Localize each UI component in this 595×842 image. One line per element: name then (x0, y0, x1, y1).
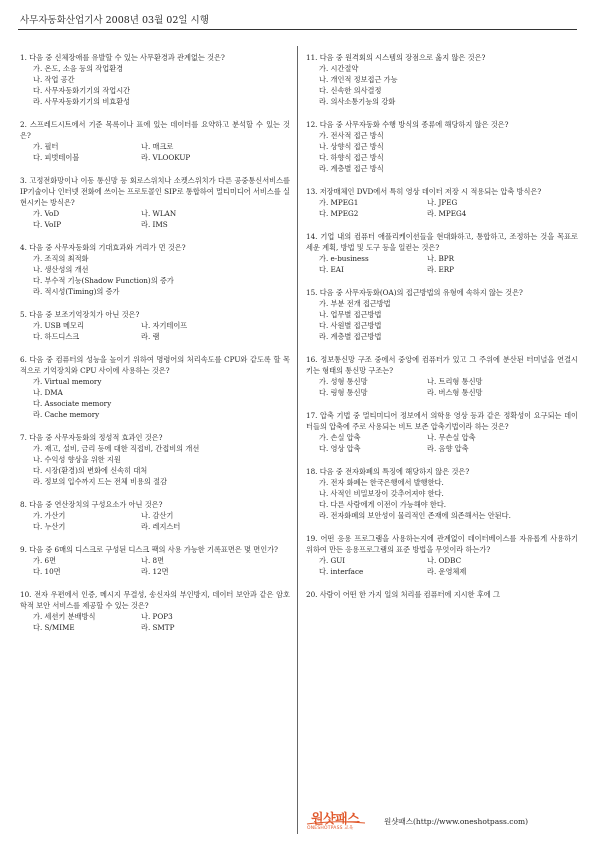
answer-option: 나. 매크로 (141, 142, 174, 151)
question-text: 2. 스프레드시트에서 기준 목록이나 표에 있는 데이터를 요약하고 분석할 수 있는 것은? (20, 120, 290, 140)
footer-site-url: 원샷패스(http://www.oneshotpass.com) (384, 817, 528, 826)
question-item (20, 354, 290, 420)
answer-option: 나. 작업 공간 (33, 75, 75, 84)
answer-option: 다. 사원별 접근방법 (319, 321, 382, 330)
answer-option: 가. Virtual memory (33, 377, 102, 386)
answer-option: 다. 누산기 (33, 522, 66, 531)
answer-option-row (306, 197, 578, 208)
answer-option-row (306, 253, 578, 264)
question-text: 7. 다음 중 사무자동화의 정성적 효과인 것은? (20, 433, 163, 442)
answer-option: 다. 10면 (33, 567, 61, 576)
question-text: 3. 고정전화망이나 이동 통신망 등 회로스위치나 소켓스위치가 다른 공중통신서비스를 IP기술이나 인터넷 전화에 쓰이는 프로토콜인 SIP로 통합하여 멀티미디어 서비스를 실현시키는 방식은? (20, 176, 290, 207)
question-text: 15. 다음 중 사무자동화(OA)의 접근방법의 유형에 속하지 않는 것은? (306, 288, 523, 297)
question-item (306, 186, 578, 219)
answer-option-row (20, 510, 290, 521)
question-item (306, 287, 578, 342)
answer-option: 나. ODBC (427, 556, 462, 565)
answer-option: 라. ERP (427, 265, 455, 274)
answer-option: 다. EAI (319, 265, 344, 274)
header-rule (18, 29, 577, 30)
answer-option: 나. POP3 (141, 612, 173, 621)
question-item (20, 242, 290, 297)
question-text: 12. 다음 중 사무자동화 수행 방식의 종류에 해당하지 않은 것은? (306, 120, 509, 129)
answer-option: 나. 생산성의 개선 (33, 265, 89, 274)
answer-option: 다. 영상 압축 (319, 444, 361, 453)
answer-option: 가. 6면 (33, 556, 57, 565)
question-text: 14. 기업 내의 컴퓨터 애플리케이션들을 현대화하고, 통합하고, 조정하는 것을 목표로 세운 계획, 방법 및 도구 등을 일컫는 것은? (306, 232, 578, 252)
question-item (306, 52, 578, 107)
answer-option: 나. 상향식 접근 방식 (319, 142, 384, 151)
question-text: 1. 다음 중 신체장애를 유발할 수 있는 사무환경과 관계없는 것은? (20, 53, 225, 62)
question-text: 9. 다음 중 6매의 디스크로 구성된 디스크 팩의 사용 가능한 기록표면은 몇 면인가? (20, 545, 278, 554)
answer-option: 가. GUI (319, 556, 346, 565)
answer-option: 나. BPR (427, 254, 455, 263)
answer-option: 다. 하드디스크 (33, 332, 80, 341)
answer-option-row (306, 555, 578, 566)
logo-text: 원샷패스 (311, 812, 360, 827)
question-item (20, 175, 290, 230)
question-text: 17. 압축 기법 중 멀티미디어 정보에서 의학용 영상 등과 같은 정확성이 요구되는 데이터들의 압축에 주로 사용되는 비트 보존 압축기법이라 하는 것은? (306, 411, 578, 431)
answer-option-row (20, 208, 290, 219)
logo-subtext: ONESHOTPASS 교육 (307, 826, 354, 831)
answer-option: 다. 피벗테이블 (33, 153, 80, 162)
question-item (20, 119, 290, 163)
answer-option: 나. 트리형 통신망 (427, 377, 483, 386)
question-text: 5. 다음 중 보조기억장치가 아닌 것은? (20, 310, 140, 319)
answer-option-row (20, 331, 290, 342)
question-item (306, 589, 578, 600)
question-item (20, 52, 290, 107)
question-text: 16. 정보통신망 구조 중에서 중앙에 컴퓨터가 있고 그 주위에 분산된 터미널을 연결시키는 형태의 통신망 구조는? (306, 355, 578, 375)
page-header-title: 사무자동화산업기사 2008년 03월 02일 시행 (20, 15, 209, 26)
answer-option: 가. 세션키 분배방식 (33, 612, 96, 621)
question-item (20, 432, 290, 487)
answer-option: 라. 계층별 접근방법 (319, 332, 382, 341)
answer-option: 라. 램 (141, 332, 160, 341)
answer-option: 나. 감산기 (141, 511, 174, 520)
question-item (20, 309, 290, 342)
answer-option: 다. 신속한 의사결정 (319, 86, 382, 95)
answer-option: 가. e-business (319, 254, 369, 263)
answer-option: 가. 가산기 (33, 511, 66, 520)
answer-option: 나. 사적인 비밀보장이 갖추어져야 한다. (319, 489, 444, 498)
question-item (306, 354, 578, 398)
answer-option: 다. 다른 사람에게 이전이 가능해야 한다. (319, 500, 447, 509)
oneshotpass-logo (305, 806, 367, 836)
answer-option-row (306, 566, 578, 577)
answer-option: 라. 12면 (141, 567, 169, 576)
answer-option: 다. Associate memory (33, 399, 112, 408)
answer-option: 나. JPEG (427, 198, 458, 207)
answer-option: 라. 음향 압축 (427, 444, 469, 453)
answer-option: 나. 자기테이프 (141, 321, 188, 330)
answer-option: 다. 하향식 접근 방식 (319, 153, 384, 162)
answer-option: 가. 온도, 소음 등의 작업환경 (33, 64, 124, 73)
question-item (306, 119, 578, 174)
answer-option: 가. VoD (33, 209, 60, 218)
answer-option: 다. 시장(환경)의 변화에 신속히 대처 (33, 466, 148, 475)
answer-option: 다. MPEG2 (319, 209, 359, 218)
answer-option: 가. 성형 통신망 (319, 377, 368, 386)
question-text: 4. 다음 중 사무자동화의 기대효과와 거리가 먼 것은? (20, 243, 186, 252)
answer-option: 가. USB 메모리 (33, 321, 84, 330)
answer-option: 라. 적시성(Timing)의 증가 (33, 287, 120, 296)
answer-option: 다. 링형 통신망 (319, 388, 368, 397)
question-text: 13. 저장매체인 DVD에서 특히 영상 데이터 저장 시 적용되는 압축 방식은? (306, 187, 542, 196)
question-text: 6. 다음 중 컴퓨터의 성능을 높이기 위하여 명령어의 처리속도를 CPU와 같도록 할 목적으로 기억장치와 CPU 사이에 사용하는 것은? (20, 355, 290, 375)
answer-option: 라. 운영체제 (427, 567, 467, 576)
answer-option: 라. 정보의 입수까지 드는 전체 비용의 절감 (33, 477, 168, 486)
question-item (306, 466, 578, 521)
answer-option: 가. 부분 전개 접근방법 (319, 299, 391, 308)
answer-option-row (306, 443, 578, 454)
answer-option: 가. 재고, 설비, 금리 등에 대한 직접비, 간접비의 개선 (33, 444, 200, 453)
question-item (20, 499, 290, 532)
answer-option: 가. MPEG1 (319, 198, 359, 207)
answer-option: 라. VLOOKUP (141, 153, 191, 162)
answer-option: 다. 사무자동화기기의 작업시간 (33, 86, 131, 95)
left-column (20, 52, 290, 645)
question-text: 18. 다음 중 전자화폐의 특징에 해당하지 않은 것은? (306, 467, 470, 476)
question-item (20, 544, 290, 577)
answer-option-row (20, 521, 290, 532)
answer-option-row (20, 611, 290, 622)
answer-option: 가. 전자 화폐는 한국은행에서 발행한다. (319, 478, 444, 487)
answer-option: 가. 손실 압축 (319, 433, 361, 442)
answer-option: 라. 전자화폐의 보안성이 물리적인 존재에 의존해서는 안된다. (319, 511, 511, 520)
answer-option: 라. 레지스터 (141, 522, 181, 531)
question-item (306, 410, 578, 454)
question-item (20, 589, 290, 633)
answer-option-row (20, 320, 290, 331)
answer-option: 라. 버스형 통신망 (427, 388, 483, 397)
answer-option: 라. MPEG4 (427, 209, 467, 218)
answer-option: 나. 업무별 접근방법 (319, 310, 382, 319)
question-text: 8. 다음 중 연산장치의 구성요소가 아닌 것은? (20, 500, 163, 509)
answer-option: 가. 시간절약 (319, 64, 359, 73)
answer-option: 가. 전사적 접근 방식 (319, 131, 384, 140)
answer-option-row (20, 219, 290, 230)
answer-option: 라. IMS (141, 220, 168, 229)
answer-option-row (20, 152, 290, 163)
answer-option: 가. 조직의 최적화 (33, 254, 89, 263)
answer-option: 다. S/MIME (33, 623, 75, 632)
answer-option: 나. WLAN (141, 209, 177, 218)
answer-option: 다. VoIP (33, 220, 62, 229)
answer-option-row (306, 432, 578, 443)
answer-option: 나. 8면 (141, 556, 165, 565)
question-item (306, 231, 578, 275)
answer-option-row (306, 208, 578, 219)
answer-option: 라. 의사소통기능의 강화 (319, 97, 396, 106)
answer-option: 나. 수익성 향상을 위한 지원 (33, 455, 121, 464)
answer-option-row (20, 622, 290, 633)
answer-option: 나. 무손실 압축 (427, 433, 476, 442)
answer-option: 라. 사무자동화기기의 비효환성 (33, 97, 131, 106)
answer-option: 가. 필터 (33, 142, 59, 151)
answer-option: 나. 개인적 정보접근 가능 (319, 75, 398, 84)
question-text: 10. 전자 우편에서 인증, 메시지 무결성, 송신자의 부인방지, 데이터 보안과 같은 암호학적 보안 서비스를 제공할 수 있는 것은? (20, 590, 290, 610)
answer-option: 라. SMTP (141, 623, 175, 632)
answer-option: 라. 계층별 접근 방식 (319, 164, 384, 173)
question-text: 20. 사람이 어떤 한 가지 일의 처리를 컴퓨터에 지시한 후에 그 (306, 590, 500, 599)
answer-option-row (20, 555, 290, 566)
answer-option-row (20, 566, 290, 577)
answer-option: 나. DMA (33, 388, 63, 397)
answer-option-row (306, 376, 578, 387)
answer-option-row (306, 387, 578, 398)
answer-option-row (20, 141, 290, 152)
question-text: 11. 다음 중 원격회의 시스템의 장점으로 옳지 않은 것은? (306, 53, 486, 62)
answer-option: 다. 부수적 기능(Shadow Function)의 증가 (33, 276, 174, 285)
question-item (306, 533, 578, 577)
question-text: 19. 어떤 응용 프로그램을 사용하는지에 관계없이 데이터베이스를 자유롭게 사용하기 위하여 만든 응용프로그램의 표준 방법을 무엇이라 하는가? (306, 534, 578, 554)
answer-option-row (306, 264, 578, 275)
right-column (306, 52, 578, 612)
column-divider (297, 46, 298, 834)
answer-option: 다. interface (319, 567, 364, 576)
answer-option: 라. Cache memory (33, 410, 100, 419)
